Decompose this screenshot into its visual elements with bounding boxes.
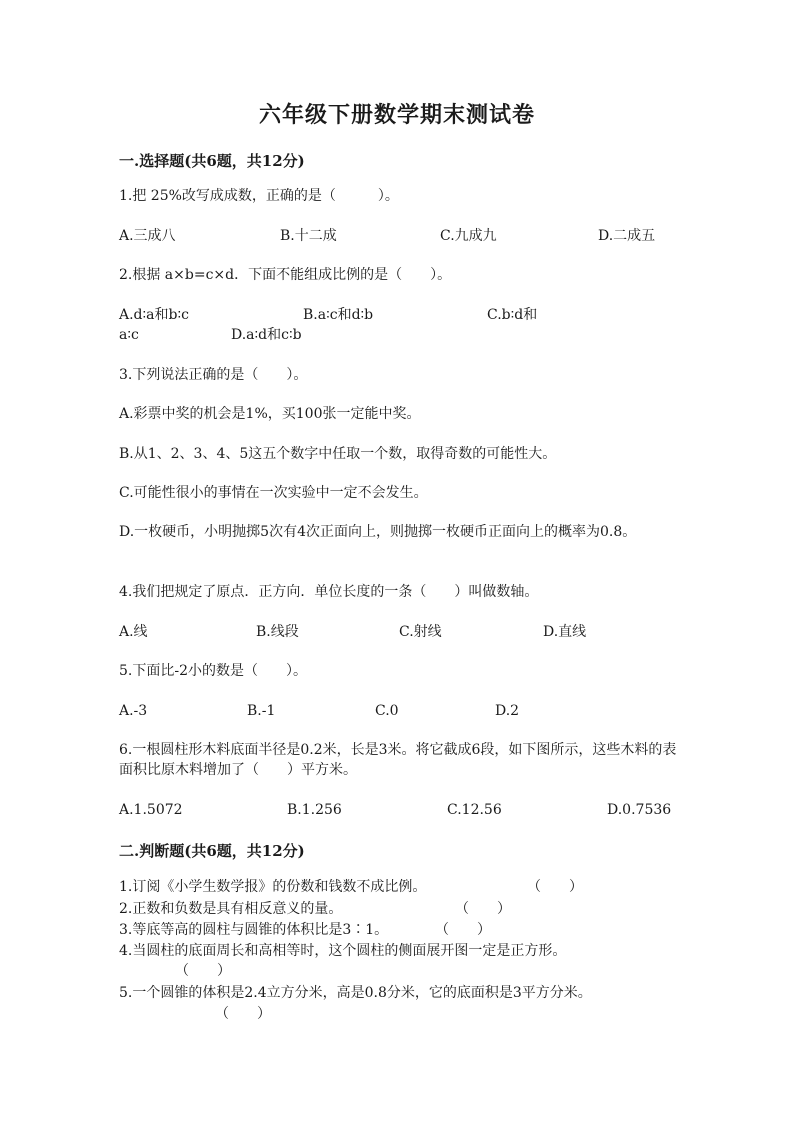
q4-option-c: C.射线 bbox=[399, 624, 442, 640]
page-title: 六年级下册数学期末测试卷 bbox=[258, 102, 535, 128]
question-4-stem: 4.我们把规定了原点．正方向．单位长度的一条（ ）叫做数轴。 bbox=[119, 584, 539, 600]
question-2-stem: 2.根据 a×b=c×d．下面不能组成比例的是（ ）。 bbox=[119, 267, 452, 283]
q2-option-c: C.b∶d和 bbox=[487, 307, 538, 323]
q5-option-a: A.-3 bbox=[119, 703, 148, 719]
q4-option-d: D.直线 bbox=[543, 624, 587, 640]
judgement-item-4-answer-bracket: （ ） bbox=[175, 963, 231, 979]
judgement-item-1-answer-bracket: （ ） bbox=[527, 879, 583, 895]
judgement-item-3: 3.等底等高的圆柱与圆锥的体积比是3∶1。 bbox=[119, 922, 389, 938]
section-heading-choice: 一.选择题(共6题，共12分) bbox=[119, 152, 305, 170]
q2-option-c-cont: a∶c bbox=[119, 327, 139, 343]
q3-option-a: A.彩票中奖的机会是1%，买100张一定能中奖。 bbox=[119, 406, 421, 422]
q3-option-b: B.从1、2、3、4、5这五个数字中任取一个数，取得奇数的可能性大。 bbox=[119, 446, 557, 462]
q3-option-d: D.一枚硬币，小明抛掷5次有4次正面向上，则抛掷一枚硬币正面向上的概率为0.8。 bbox=[119, 524, 637, 540]
q5-option-b: B.-1 bbox=[247, 703, 276, 719]
q6-option-d: D.0.7536 bbox=[607, 802, 672, 818]
q2-option-a: A.d∶a和b∶c bbox=[119, 307, 189, 323]
question-1-stem: 1.把 25%改写成成数，正确的是（ ）。 bbox=[119, 188, 399, 204]
judgement-item-5: 5.一个圆锥的体积是2.4立方分米，高是0.8分米，它的底面积是3平方分米。 bbox=[119, 985, 592, 1001]
q4-option-a: A.线 bbox=[119, 624, 148, 640]
q6-option-b: B.1.256 bbox=[287, 802, 342, 818]
q5-option-d: D.2 bbox=[495, 703, 520, 719]
judgement-item-5-answer-bracket: （ ） bbox=[215, 1006, 271, 1022]
judgement-item-2-answer-bracket: （ ） bbox=[455, 901, 511, 917]
q3-option-c: C.可能性很小的事情在一次实验中一定不会发生。 bbox=[119, 485, 428, 501]
q1-option-d: D.二成五 bbox=[598, 228, 656, 244]
question-5-stem: 5.下面比-2小的数是（ ）。 bbox=[119, 663, 307, 679]
section-heading-judgement: 二.判断题(共6题，共12分) bbox=[119, 842, 305, 860]
q1-option-c: C.九成九 bbox=[440, 228, 497, 244]
q2-option-b: B.a∶c和d∶b bbox=[303, 307, 374, 323]
q5-option-c: C.0 bbox=[375, 703, 399, 719]
judgement-item-3-answer-bracket: （ ） bbox=[435, 922, 491, 938]
q6-option-c: C.12.56 bbox=[447, 802, 502, 818]
q1-option-b: B.十二成 bbox=[280, 228, 337, 244]
judgement-item-2: 2.正数和负数是具有相反意义的量。 bbox=[119, 901, 343, 917]
judgement-item-1: 1.订阅《小学生数学报》的份数和钱数不成比例。 bbox=[119, 879, 427, 895]
q4-option-b: B.线段 bbox=[256, 624, 299, 640]
q6-option-a: A.1.5072 bbox=[119, 802, 183, 818]
q2-option-d: D.a∶d和c∶b bbox=[231, 327, 302, 343]
question-3-stem: 3.下列说法正确的是（ ）。 bbox=[119, 367, 308, 383]
question-6-stem: 6.一根圆柱形木料底面半径是0.2米，长是3米。将它截成6段，如下图所示，这些木料的表面积比原木料增加了（ ）平方米。 bbox=[119, 742, 677, 778]
judgement-item-4: 4.当圆柱的底面周长和高相等时，这个圆柱的侧面展开图一定是正方形。 bbox=[119, 943, 567, 959]
q1-option-a: A.三成八 bbox=[119, 228, 176, 244]
